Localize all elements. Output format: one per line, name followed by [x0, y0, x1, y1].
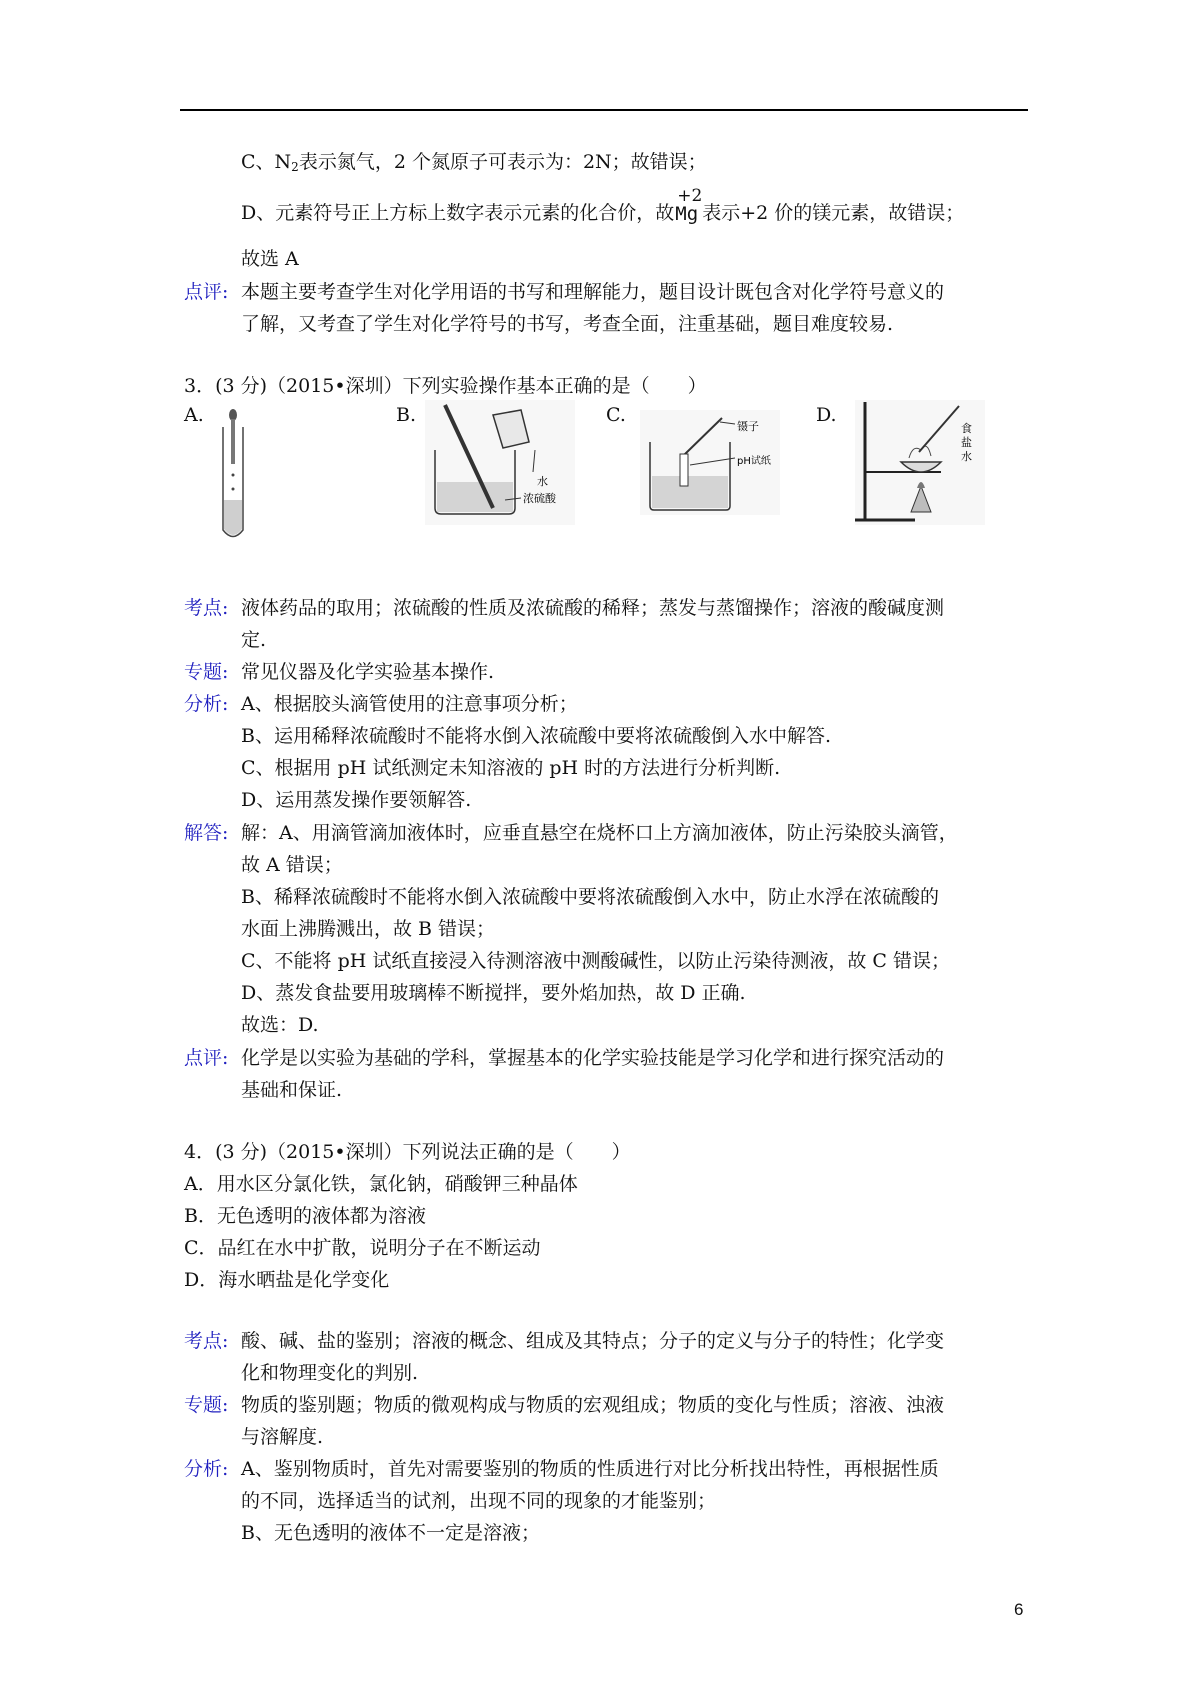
choose-answer: 故选 A: [241, 248, 299, 270]
q3-jieda-line-4: 水面上沸腾溅出，故 B 错误；: [241, 918, 496, 940]
dropper-tube: [231, 419, 235, 464]
q3-fenxi-line-3: C、根据用 pH 试纸测定未知溶液的 pH 时的方法进行分析判断.: [241, 757, 781, 779]
acid-label: 浓硫酸: [523, 492, 556, 505]
q3-zhuanti-label: 专题:: [184, 661, 229, 683]
q3-dianping-line-2: 基础和保证.: [241, 1079, 343, 1101]
q3-jieda-line-3: B、稀释浓硫酸时不能将水倒入浓硫酸中要将浓硫酸倒入水中，防止水浮在浓硫酸的: [241, 886, 939, 908]
q4-zhuanti-line-1: 物质的鉴别题；物质的微观构成与物质的宏观组成；物质的变化与性质；溶液、浊液: [241, 1394, 945, 1416]
beaker-liquid: [652, 476, 728, 508]
q4-zhuanti-line-2: 与溶解度.: [241, 1426, 324, 1448]
q3-jieda-line-2: 故 A 错误；: [241, 854, 343, 876]
q3-jieda-line-1: 解：A、用滴管滴加液体时，应垂直悬空在烧杯口上方滴加液体，防止污染胶头滴管，: [241, 822, 958, 844]
q4-zhuanti-label: 专题:: [184, 1394, 229, 1416]
q4-fenxi-label: 分析:: [184, 1458, 229, 1480]
header-rule: [180, 109, 1028, 111]
q4-fenxi-line-2: 的不同，选择适当的试剂，出现不同的现象的才能鉴别；: [241, 1490, 717, 1512]
q3-option-b-label: B.: [396, 404, 417, 426]
q4-option-c: C．品红在水中扩散，说明分子在不断运动: [184, 1237, 541, 1259]
q3-kaodian-line-1: 液体药品的取用；浓硫酸的性质及浓硫酸的稀释；蒸发与蒸馏操作；溶液的酸碱度测: [241, 597, 945, 619]
figure-dropper-test-tube: [215, 405, 255, 545]
q3-option-c-label: C.: [606, 404, 626, 426]
page-number: 6: [1014, 1600, 1024, 1619]
q4-kaodian-line-2: 化和物理变化的判别.: [241, 1362, 419, 1384]
q3-fenxi-label: 分析:: [184, 693, 229, 715]
q4-fenxi-line-3: B、无色透明的液体不一定是溶液；: [241, 1522, 540, 1544]
tweezers-label: 镊子: [737, 420, 759, 433]
q3-dianping-line-1: 化学是以实验为基础的学科，掌握基本的化学实验技能是学习化学和进行探究活动的: [241, 1047, 945, 1069]
ph-paper-label: pH试纸: [737, 456, 771, 467]
answer-line-c: C、$N_2$表示氮气，2 个氮原子可表示为：2N；故错误；: [241, 151, 707, 174]
salt-water-label: 食盐水: [961, 422, 972, 463]
q4-fenxi-line-1: A、鉴别物质时，首先对需要鉴别的物质的性质进行对比分析找出特性，再根据性质: [241, 1458, 939, 1480]
comment-label: 点评:: [184, 281, 229, 303]
mg-valence-symbol: +2 Mg: [675, 186, 703, 225]
q3-dianping-label: 点评:: [184, 1047, 229, 1069]
q4-option-a: A．用水区分氯化铁，氯化钠，硝酸钾三种晶体: [184, 1173, 578, 1195]
q3-stem: 3．(3 分)（2015•深圳）下列实验操作基本正确的是（ ）: [184, 375, 707, 397]
q3-option-a-label: A.: [184, 404, 204, 426]
q3-fenxi-line-1: A、根据胶头滴管使用的注意事项分析；: [241, 693, 578, 715]
q4-kaodian-label: 考点:: [184, 1330, 229, 1352]
q3-jieda-line-6: D、蒸发食盐要用玻璃棒不断搅拌，要外焰加热，故 D 正确.: [241, 982, 746, 1004]
ph-strip: [680, 454, 688, 486]
beaker-liquid: [437, 482, 513, 512]
q4-option-d: D．海水晒盐是化学变化: [184, 1269, 390, 1291]
q4-kaodian-line-1: 酸、碱、盐的鉴别；溶液的概念、组成及其特点；分子的定义与分子的特性；化学变: [241, 1330, 945, 1352]
q3-fenxi-line-4: D、运用蒸发操作要领解答.: [241, 789, 472, 811]
q3-jieda-line-5: C、不能将 pH 试纸直接浸入待测溶液中测酸碱性，以防止污染待测液，故 C 错误；: [241, 950, 950, 972]
q3-kaodian-label: 考点:: [184, 597, 229, 619]
q3-jieda-label: 解答:: [184, 822, 229, 844]
q4-option-b: B．无色透明的液体都为溶液: [184, 1205, 426, 1227]
q4-stem: 4．(3 分)（2015•深圳）下列说法正确的是（ ）: [184, 1141, 631, 1163]
test-tube-liquid: [224, 500, 242, 535]
q3-option-d-label: D.: [816, 404, 837, 426]
q3-zhuanti-line-1: 常见仪器及化学实验基本操作.: [241, 661, 495, 683]
comment-line-1: 本题主要考查学生对化学用语的书写和理解能力，题目设计既包含对化学符号意义的: [241, 281, 945, 303]
q3-kaodian-line-2: 定.: [241, 629, 267, 651]
figure-dilute-acid: [425, 400, 575, 525]
comment-line-2: 了解，又考查了学生对化学符号的书写，考查全面，注重基础，题目难度较易.: [241, 313, 894, 335]
answer-line-d: D、元素符号正上方标上数字表示元素的化合价，故 +2 Mg 表示+2 价的镁元素，故错误；: [241, 186, 965, 225]
water-label: 水: [537, 475, 548, 488]
figure-ph-paper: [640, 410, 780, 515]
q3-jieda-line-7: 故选：D.: [241, 1014, 319, 1036]
figure-evaporation: [855, 400, 985, 525]
q3-fenxi-line-2: B、运用稀释浓硫酸时不能将水倒入浓硫酸中要将浓硫酸倒入水中解答.: [241, 725, 832, 747]
